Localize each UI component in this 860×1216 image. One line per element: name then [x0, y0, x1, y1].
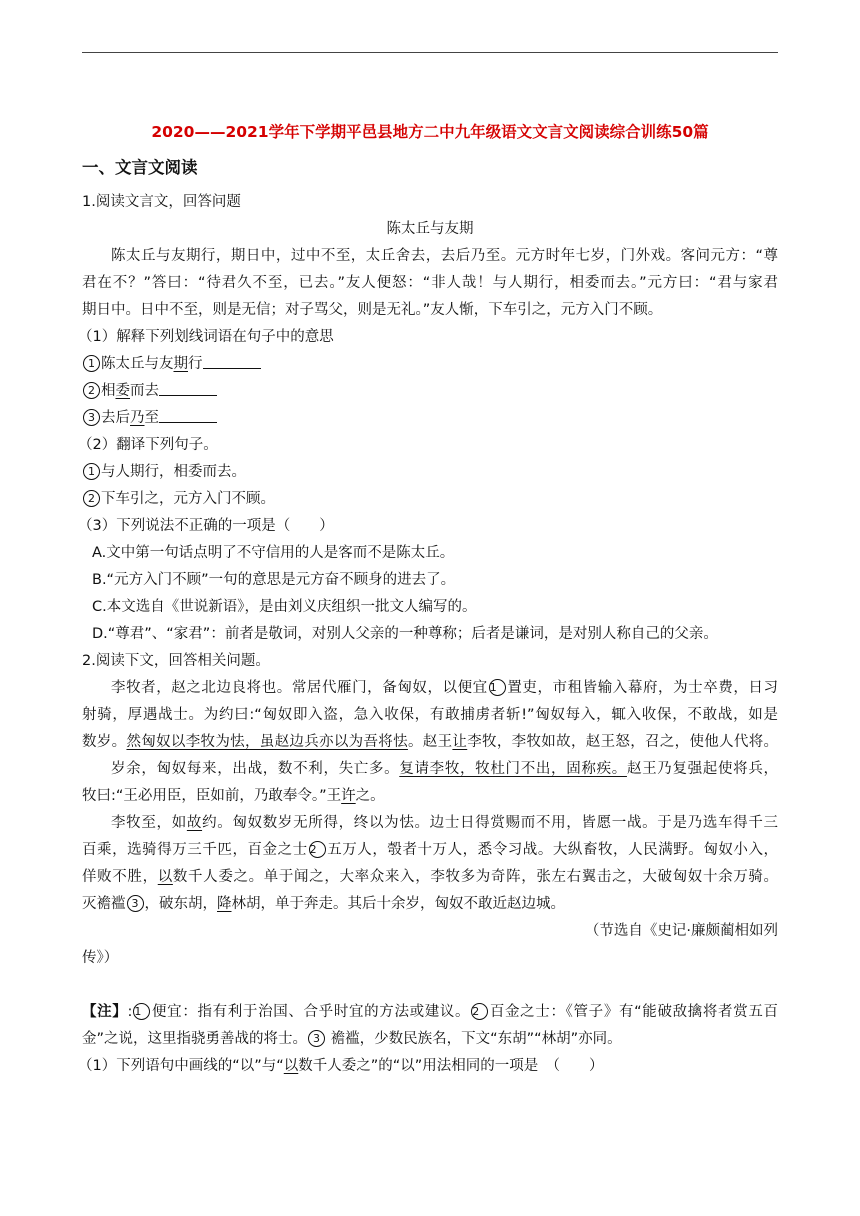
passage2-line: 李牧至，如故约。匈奴数岁无所得，终以为怯。边士日得赏赐而不用，皆愿一战。于是乃选车得千三	[111, 815, 779, 831]
circled-number: 2	[471, 1003, 488, 1020]
underlined-word: 委	[115, 383, 130, 399]
notes-line: 金”之说，这里指骁勇善战的将士。 3 襜褴，少数民族名，下文“东胡”“林胡”亦同。	[82, 1031, 622, 1047]
passage2-line: 灭襜褴 3 ，破东胡，降林胡，单于奔走。其后十余岁，匈奴不敢近赵边城。	[82, 896, 565, 912]
passage2-line: 数岁。然匈奴以李牧为怯，虽赵边兵亦以为吾将怯。赵王让李牧，李牧如故，赵王怒，召之，使他人代将。	[82, 734, 779, 750]
q2-prompt: 2.阅读下文，回答相关问题。	[82, 653, 270, 669]
underlined-word: 故	[186, 815, 203, 831]
document-title: 2020——2021学年下学期平邑县地方二中九年级语文文言文阅读综合训练50篇	[151, 123, 709, 141]
underlined-word: 以	[283, 1058, 299, 1074]
circled-number: 1	[489, 679, 506, 696]
passage2-line: 李牧者，赵之北边良将也。常居代雁门，备匈奴，以便宜 1 置吏，市租皆输入幕府，为士卒费，日习	[111, 680, 779, 696]
q1-sub3-prompt: （3）下列说法不正确的一项是（ ）	[78, 518, 334, 534]
q1-sub2-prompt: （2）翻译下列句子。	[78, 437, 218, 453]
passage2-line: 佯败不胜，以数千人委之。单于闻之，大率众来入，李牧多为奇阵，张左右翼击之，大破匈奴十余万骑。	[82, 869, 779, 885]
option-c: C.本文选自《世说新语》，是由刘义庆组织一批文人编写的。	[92, 599, 477, 615]
underlined-word: 乃	[130, 410, 145, 426]
passage-title: 陈太丘与友期	[386, 221, 474, 237]
vocab-item: 1 陈太丘与友期行	[82, 354, 261, 374]
circled-number: 1	[133, 1003, 150, 1020]
header-rule	[82, 52, 778, 53]
underlined-word: 让	[452, 734, 468, 750]
answer-blank[interactable]	[159, 408, 217, 423]
translate-item: 2 下车引之，元方入门不顾。	[82, 489, 275, 509]
passage-line: 期日中。日中不至，则是无信；对子骂父，则是无礼。”友人惭，下车引之，元方入门不顾。	[82, 302, 663, 318]
circled-number: 2	[83, 490, 100, 507]
notes-line: 【注】: 1 便宜：指有利于治国、合乎时宜的方法或建议。 2 百金之士：《管子》有“能破敌擒将者赏五百	[82, 1004, 779, 1020]
source-citation: 传》）	[82, 950, 119, 966]
translate-item: 1 与人期行，相委而去。	[82, 462, 246, 482]
circled-number: 2	[83, 382, 100, 399]
vocab-item: 3 去后乃至	[82, 408, 217, 428]
passage2-line: 牧曰:“王必用臣，臣如前，乃敢奉令。”王许之。	[82, 788, 385, 804]
option-b: B.“元方入门不顾”一句的意思是元方奋不顾身的进去了。	[92, 572, 456, 588]
circled-number: 3	[308, 1030, 325, 1047]
q2-sub1-prompt: （1）下列语句中画线的“以”与“以数千人委之”的“以”用法相同的一项是 （ ）	[78, 1058, 604, 1074]
underlined-word: 降	[217, 896, 232, 912]
passage-line: 陈太丘与友期行，期日中，过中不至，太丘舍去，去后乃至。元方时年七岁，门外戏。客问元方：“尊	[111, 248, 778, 264]
passage-line: 君在不？”答曰：“待君久不至，已去。”友人便怒：“非人哉！与人期行，相委而去。”元方曰：“君与家君	[82, 275, 778, 291]
q1-sub1-prompt: （1）解释下列划线词语在句子中的意思	[78, 329, 334, 345]
passage2-line: 岁余，匈奴每来，出战，数不利，失亡多。复请李牧，牧杜门不出，固称疾。赵王乃复强起使将兵，	[111, 761, 779, 777]
underlined-word: 期	[173, 356, 188, 372]
underlined-sentence: 然匈奴以李牧为怯，虽赵边兵亦以为吾将怯	[126, 734, 408, 750]
circled-number: 2	[309, 841, 326, 858]
option-d: D.“尊君”、“家君”：前者是敬词，对别人父亲的一种尊称；后者是谦词，是对别人称自己的父亲。	[92, 626, 718, 642]
underlined-word: 以	[157, 869, 173, 885]
circled-number: 1	[83, 355, 100, 372]
passage2-line: 射骑，厚遇战士。为约曰:“匈奴即入盗，急入收保，有敢捕虏者斩!”匈奴每入，辄入收保，不敢战，如是	[82, 707, 778, 723]
circled-number: 3	[127, 895, 144, 912]
option-a: A.文中第一句话点明了不守信用的人是客而不是陈太丘。	[92, 545, 455, 561]
q1-prompt: 1.阅读文言文，回答问题	[82, 194, 241, 210]
underlined-sentence: 复请李牧，牧杜门不出，固称疾。	[399, 761, 627, 777]
answer-blank[interactable]	[159, 381, 217, 396]
section-heading: 一、文言文阅读	[82, 158, 198, 177]
answer-blank[interactable]	[203, 354, 261, 369]
source-citation: （节选自《史记·廉颇蔺相如列	[584, 923, 778, 939]
notes-label: 【注】	[82, 1004, 128, 1020]
circled-number: 1	[83, 463, 100, 480]
passage2-line: 百乘，选骑得万三千匹，百金之士 2 五万人，彀者十万人，悉令习战。大纵畜牧，人民满野。匈奴小入，	[82, 842, 779, 858]
vocab-item: 2 相委而去	[82, 381, 217, 401]
underlined-word: 许	[341, 788, 356, 804]
circled-number: 3	[83, 409, 100, 426]
